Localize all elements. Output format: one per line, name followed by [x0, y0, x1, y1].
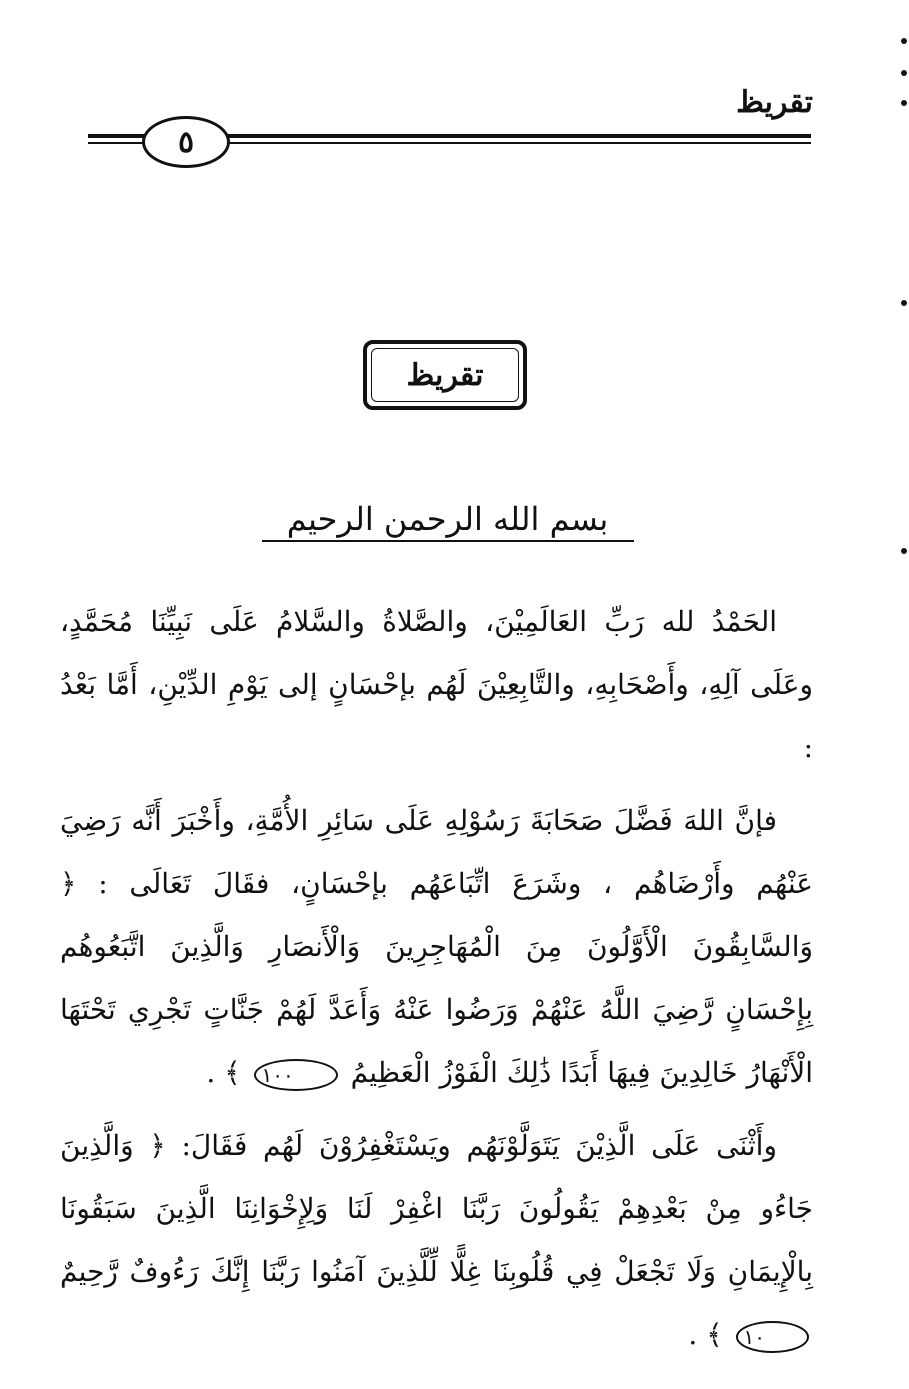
paragraph-text: وأَثْنَى عَلَى الَّذِيْنَ يَتَوَلَّوْنَهُم ويَسْتَغْفِرُوْنَ لَهُم فَقَالَ: [181, 1129, 777, 1162]
scan-speck [901, 100, 907, 106]
scan-speck [901, 548, 907, 554]
page-header-title: تقريظ [736, 85, 813, 120]
body-text [60, 590, 813, 1376]
ayah-number: ١٠ [736, 1321, 809, 1353]
paragraph-text: الحَمْدُ لله رَبِّ العَالَمِيْنَ، والصَّلاةُ والسَّلامُ عَلَى نَبِيِّنَا مُحَمَّدٍ، وعَلَى آلِهِ، وأَصْحَابِهِ، والتَّابِعِيْنَ لَهُم بإحْسَانٍ إلى يَوْمِ الدِّيْنِ، أَمَّا بَعْدُ : [60, 605, 813, 764]
section-title: تقريظ [406, 357, 484, 393]
verse-closing: ﴾ . [688, 1318, 723, 1351]
quran-verse: ﴿ وَالَّذِينَ جَاءُو مِنْ بَعْدِهِمْ يَقُولُونَ رَبَّنَا اغْفِرْ لَنَا وَلِإِخْوَانِنَا الَّذِينَ سَبَقُونَا بِالْإِيمَانِ وَلَا تَجْعَلْ فِي قُلُوبِنَا غِلًّا لِّلَّذِينَ آمَنُوا رَبَّنَا إِنَّكَ رَءُوفٌ رَّحِيمٌ [60, 1129, 813, 1288]
scan-speck [901, 300, 907, 306]
page-number: ٥ [142, 116, 230, 168]
verse-closing: ﴾ . [206, 1056, 241, 1089]
section-title-box [363, 340, 527, 410]
paragraph [60, 1114, 813, 1366]
scan-speck [901, 38, 907, 44]
basmala: بسم الله الرحمن الرحيم [215, 500, 680, 542]
paragraph [60, 789, 813, 1104]
paragraph-text: فإنَّ اللهَ فَضَّلَ صَحَابَةَ رَسُوْلِهِ عَلَى سَائِرِ الأُمَّةِ، وأَخْبَرَ أَنَّه رَضِيَ عَنْهُم وأَرْضَاهُم ، وشَرَعَ اتِّبَاعَهُم بإحْسَانٍ، فقَالَ تَعَالَى : [60, 804, 813, 900]
quran-verse: ﴿ وَالسَّابِقُونَ الْأَوَّلُونَ مِنَ الْمُهَاجِرِينَ وَالْأَنصَارِ وَالَّذِينَ اتَّبَعُوهُم بِإِحْسَانٍ رَّضِيَ اللَّهُ عَنْهُمْ وَرَضُوا عَنْهُ وَأَعَدَّ لَهُمْ جَنَّاتٍ تَجْرِي تَحْتَهَا الْأَنْهَارُ خَالِدِينَ فِيهَا أَبَدًا ذَٰلِكَ الْفَوْزُ الْعَظِيمُ [60, 867, 813, 1089]
paragraph [60, 590, 813, 779]
ayah-number: ١٠٠ [254, 1059, 338, 1091]
scan-speck [901, 70, 907, 76]
